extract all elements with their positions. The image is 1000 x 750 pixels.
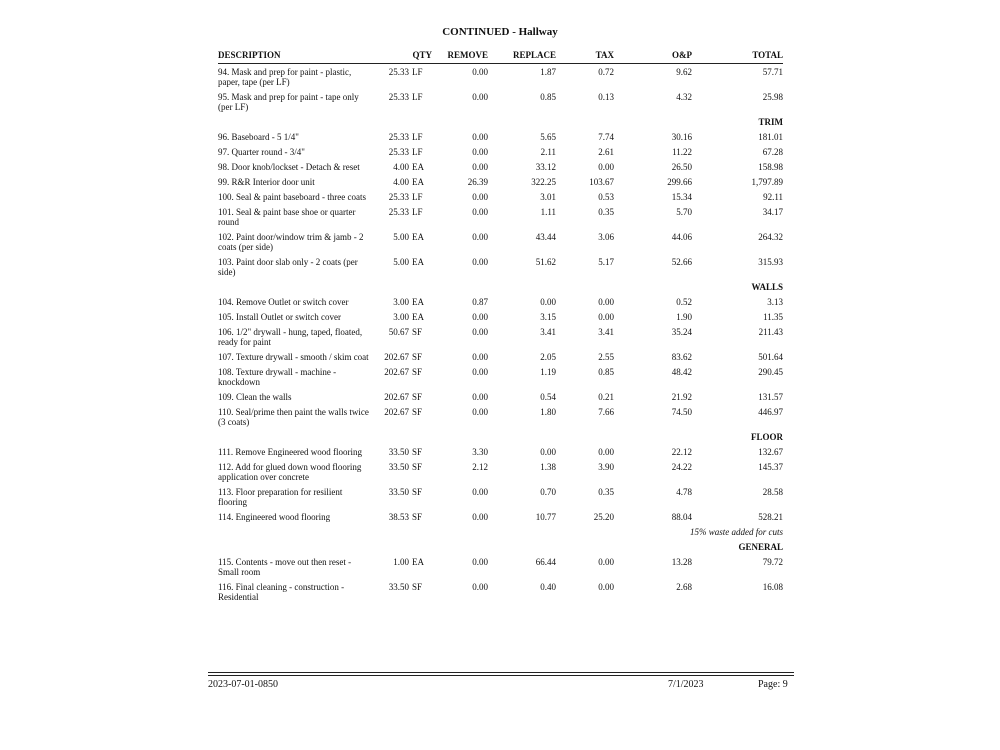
item-tax: 0.00 xyxy=(598,447,614,457)
item-total: 25.98 xyxy=(762,92,783,102)
item-op: 26.50 xyxy=(671,162,692,172)
item-replace: 2.05 xyxy=(540,352,556,362)
item-description: 103. Paint door slab only - 2 coats (per side) xyxy=(218,257,358,277)
header-tax: TAX xyxy=(556,50,614,64)
qty-unit: EA xyxy=(412,297,424,307)
qty-unit: EA xyxy=(412,177,424,187)
item-op: 44.06 xyxy=(671,232,692,242)
item-replace: 2.11 xyxy=(540,147,556,157)
item-tax: 3.06 xyxy=(598,232,614,242)
item-tax: 0.00 xyxy=(598,162,614,172)
item-op: 15.34 xyxy=(671,192,692,202)
note-text: 15% waste added for cuts xyxy=(690,527,783,537)
table-row xyxy=(218,554,783,579)
item-remove: 0.00 xyxy=(472,192,488,202)
section-title: GENERAL xyxy=(738,542,783,552)
item-description: 94. Mask and prep for paint - plastic, paper, tape (per LF) xyxy=(218,67,352,87)
item-remove: 0.00 xyxy=(472,407,488,417)
table-row xyxy=(218,204,783,229)
item-qty xyxy=(378,64,432,90)
item-qty xyxy=(378,189,432,204)
item-remove: 0.00 xyxy=(472,162,488,172)
item-description: 111. Remove Engineered wood flooring xyxy=(218,447,363,457)
item-tax: 0.13 xyxy=(598,92,614,102)
item-qty xyxy=(378,364,432,389)
item-total: 1,797.89 xyxy=(751,177,783,187)
qty-unit: SF xyxy=(412,462,423,472)
item-op: 11.22 xyxy=(672,147,692,157)
item-qty xyxy=(378,159,432,174)
item-total: 264.32 xyxy=(758,232,783,242)
item-tax: 0.72 xyxy=(598,67,614,77)
item-description: 101. Seal & paint base shoe or quarter round xyxy=(218,207,356,227)
item-total: 67.28 xyxy=(762,147,783,157)
qty-unit: LF xyxy=(412,132,423,142)
item-description: 110. Seal/prime then paint the walls twice (3 coats) xyxy=(218,407,369,427)
item-op: 13.28 xyxy=(671,557,692,567)
item-replace: 0.85 xyxy=(540,92,556,102)
item-op: 9.62 xyxy=(676,67,692,77)
qty-unit: SF xyxy=(412,487,423,497)
item-remove: 2.12 xyxy=(472,462,488,472)
qty-unit: EA xyxy=(412,232,424,242)
qty-unit: LF xyxy=(412,92,423,102)
qty-value: 5.00 xyxy=(393,232,409,242)
item-remove: 0.00 xyxy=(472,392,488,402)
item-qty xyxy=(378,554,432,579)
qty-value: 38.53 xyxy=(388,512,409,522)
item-description: 108. Texture drywall - machine - knockdown xyxy=(218,367,337,387)
item-description: 98. Door knob/lockset - Detach & reset xyxy=(218,162,360,172)
item-tax: 0.00 xyxy=(598,297,614,307)
qty-unit: EA xyxy=(412,257,424,267)
item-replace: 3.01 xyxy=(540,192,556,202)
item-total: 28.58 xyxy=(762,487,783,497)
item-remove: 0.00 xyxy=(472,257,488,267)
item-remove: 0.00 xyxy=(472,132,488,142)
item-replace: 322.25 xyxy=(531,177,556,187)
item-qty xyxy=(378,174,432,189)
item-op: 74.50 xyxy=(671,407,692,417)
qty-unit: SF xyxy=(412,367,423,377)
item-tax: 2.55 xyxy=(598,352,614,362)
item-total: 315.93 xyxy=(758,257,783,267)
item-remove: 0.00 xyxy=(472,312,488,322)
item-tax: 103.67 xyxy=(589,177,614,187)
item-remove: 0.00 xyxy=(472,67,488,77)
item-qty xyxy=(378,229,432,254)
item-description: 99. R&R Interior door unit xyxy=(218,177,315,187)
item-op: 24.22 xyxy=(671,462,692,472)
item-description: 104. Remove Outlet or switch cover xyxy=(218,297,349,307)
item-remove: 0.87 xyxy=(472,297,488,307)
item-remove: 0.00 xyxy=(472,352,488,362)
item-op: 5.70 xyxy=(676,207,692,217)
header-total: TOTAL xyxy=(692,50,783,64)
item-total: 181.01 xyxy=(758,132,783,142)
item-description: 95. Mask and prep for paint - tape only (per LF) xyxy=(218,92,359,112)
item-tax: 0.35 xyxy=(598,207,614,217)
header-replace: REPLACE xyxy=(488,50,556,64)
item-replace: 3.41 xyxy=(540,327,556,337)
item-op: 88.04 xyxy=(671,512,692,522)
header-remove: REMOVE xyxy=(432,50,488,64)
footer-document-id: 2023-07-01-0850 xyxy=(208,679,278,690)
table-row xyxy=(218,309,783,324)
qty-unit: LF xyxy=(412,207,423,217)
item-op: 83.62 xyxy=(671,352,692,362)
item-qty xyxy=(378,309,432,324)
item-replace: 1.38 xyxy=(540,462,556,472)
item-replace: 3.15 xyxy=(540,312,556,322)
item-remove: 0.00 xyxy=(472,582,488,592)
qty-value: 33.50 xyxy=(388,462,409,472)
item-total: 446.97 xyxy=(758,407,783,417)
item-description: 106. 1/2" drywall - hung, taped, floated, ready for paint xyxy=(218,327,363,347)
item-remove: 0.00 xyxy=(472,207,488,217)
table-header-row xyxy=(218,50,783,64)
qty-value: 25.33 xyxy=(388,192,409,202)
table-row xyxy=(218,389,783,404)
item-replace: 0.70 xyxy=(540,487,556,497)
item-total: 528.21 xyxy=(758,512,783,522)
item-qty xyxy=(378,349,432,364)
item-description: 116. Final cleaning - construction - Residential xyxy=(218,582,345,602)
section-header-row xyxy=(218,114,783,129)
table-row xyxy=(218,364,783,389)
item-tax: 5.17 xyxy=(598,257,614,267)
table-row xyxy=(218,444,783,459)
qty-value: 202.67 xyxy=(384,392,409,402)
item-op: 21.92 xyxy=(671,392,692,402)
qty-unit: EA xyxy=(412,162,424,172)
item-remove: 0.00 xyxy=(472,557,488,567)
item-tax: 7.74 xyxy=(598,132,614,142)
item-remove: 0.00 xyxy=(472,512,488,522)
item-qty xyxy=(378,254,432,279)
item-tax: 0.53 xyxy=(598,192,614,202)
item-remove: 0.00 xyxy=(472,487,488,497)
header-op: O&P xyxy=(614,50,692,64)
table-row xyxy=(218,129,783,144)
section-title: WALLS xyxy=(751,282,783,292)
item-qty xyxy=(378,484,432,509)
item-tax: 25.20 xyxy=(593,512,614,522)
qty-unit: SF xyxy=(412,392,423,402)
item-op: 22.12 xyxy=(671,447,692,457)
table-row xyxy=(218,64,783,90)
item-total: 11.35 xyxy=(763,312,783,322)
item-description: 113. Floor preparation for resilient flooring xyxy=(218,487,343,507)
item-description: 107. Texture drywall - smooth / skim coat xyxy=(218,352,369,362)
qty-unit: SF xyxy=(412,407,423,417)
item-description: 114. Engineered wood flooring xyxy=(218,512,331,522)
footer-date: 7/1/2023 xyxy=(668,679,704,690)
qty-unit: EA xyxy=(412,557,424,567)
item-op: 1.90 xyxy=(676,312,692,322)
table-row xyxy=(218,579,783,604)
item-total: 57.71 xyxy=(762,67,783,77)
section-header-row xyxy=(218,429,783,444)
item-description: 102. Paint door/window trim & jamb - 2 coats (per side) xyxy=(218,232,364,252)
table-row xyxy=(218,189,783,204)
item-replace: 51.62 xyxy=(535,257,556,267)
table-row xyxy=(218,294,783,309)
item-remove: 0.00 xyxy=(472,327,488,337)
qty-unit: SF xyxy=(412,582,423,592)
item-description: 115. Contents - move out then reset - Small room xyxy=(218,557,352,577)
qty-value: 25.33 xyxy=(388,92,409,102)
item-total: 92.11 xyxy=(763,192,783,202)
item-op: 0.52 xyxy=(676,297,692,307)
item-replace: 5.65 xyxy=(540,132,556,142)
qty-unit: SF xyxy=(412,512,423,522)
footer-rule xyxy=(208,672,794,676)
item-tax: 0.00 xyxy=(598,312,614,322)
item-qty xyxy=(378,579,432,604)
qty-value: 4.00 xyxy=(393,162,409,172)
qty-value: 5.00 xyxy=(393,257,409,267)
item-total: 290.45 xyxy=(758,367,783,377)
item-op: 48.42 xyxy=(671,367,692,377)
item-tax: 0.00 xyxy=(598,582,614,592)
table-row xyxy=(218,254,783,279)
item-description: 97. Quarter round - 3/4" xyxy=(218,147,305,157)
item-replace: 1.19 xyxy=(540,367,556,377)
item-remove: 0.00 xyxy=(472,232,488,242)
qty-unit: SF xyxy=(412,447,423,457)
qty-value: 33.50 xyxy=(388,487,409,497)
table-row xyxy=(218,229,783,254)
section-title: FLOOR xyxy=(750,432,783,442)
table-row xyxy=(218,144,783,159)
note-row xyxy=(218,524,783,539)
item-total: 16.08 xyxy=(762,582,783,592)
qty-value: 4.00 xyxy=(393,177,409,187)
item-tax: 3.90 xyxy=(598,462,614,472)
item-op: 52.66 xyxy=(671,257,692,267)
item-total: 158.98 xyxy=(758,162,783,172)
qty-unit: LF xyxy=(412,147,423,157)
item-total: 211.43 xyxy=(758,327,783,337)
item-tax: 2.61 xyxy=(598,147,614,157)
qty-unit: EA xyxy=(412,312,424,322)
item-qty xyxy=(378,509,432,524)
item-op: 30.16 xyxy=(671,132,692,142)
item-remove: 0.00 xyxy=(472,92,488,102)
header-description: DESCRIPTION xyxy=(218,50,378,64)
table-row xyxy=(218,349,783,364)
item-remove: 26.39 xyxy=(467,177,488,187)
table-row xyxy=(218,484,783,509)
item-tax: 3.41 xyxy=(598,327,614,337)
item-qty xyxy=(378,389,432,404)
item-total: 501.64 xyxy=(758,352,783,362)
footer-page-number: Page: 9 xyxy=(758,679,788,690)
qty-value: 3.00 xyxy=(393,312,409,322)
item-total: 3.13 xyxy=(767,297,783,307)
item-total: 132.67 xyxy=(758,447,783,457)
qty-value: 25.33 xyxy=(388,207,409,217)
item-description: 105. Install Outlet or switch cover xyxy=(218,312,341,322)
item-qty xyxy=(378,204,432,229)
item-replace: 10.77 xyxy=(535,512,556,522)
qty-value: 202.67 xyxy=(384,407,409,417)
item-remove: 3.30 xyxy=(472,447,488,457)
section-header-row xyxy=(218,539,783,554)
item-replace: 0.00 xyxy=(540,297,556,307)
qty-value: 1.00 xyxy=(393,557,409,567)
page-title: CONTINUED - Hallway xyxy=(442,26,558,38)
table-row xyxy=(218,159,783,174)
item-qty xyxy=(378,89,432,114)
item-description: 100. Seal & paint baseboard - three coats xyxy=(218,192,366,202)
item-op: 4.78 xyxy=(676,487,692,497)
section-title: TRIM xyxy=(758,117,783,127)
table-row xyxy=(218,324,783,349)
item-description: 109. Clean the walls xyxy=(218,392,292,402)
table-row xyxy=(218,174,783,189)
item-replace: 43.44 xyxy=(535,232,556,242)
item-tax: 0.21 xyxy=(598,392,614,402)
item-replace: 0.40 xyxy=(540,582,556,592)
qty-value: 202.67 xyxy=(384,352,409,362)
item-qty xyxy=(378,459,432,484)
item-remove: 0.00 xyxy=(472,367,488,377)
item-replace: 0.54 xyxy=(540,392,556,402)
estimate-table xyxy=(218,50,783,604)
item-replace: 33.12 xyxy=(535,162,556,172)
item-total: 34.17 xyxy=(762,207,783,217)
qty-value: 25.33 xyxy=(388,147,409,157)
item-description: 112. Add for glued down wood flooring application over concrete xyxy=(218,462,362,482)
item-qty xyxy=(378,144,432,159)
item-op: 2.68 xyxy=(676,582,692,592)
item-remove: 0.00 xyxy=(472,147,488,157)
item-op: 299.66 xyxy=(667,177,692,187)
item-replace: 0.00 xyxy=(540,447,556,457)
qty-unit: LF xyxy=(412,67,423,77)
item-description: 96. Baseboard - 5 1/4" xyxy=(218,132,299,142)
qty-value: 202.67 xyxy=(384,367,409,377)
header-qty: QTY xyxy=(378,50,432,64)
item-replace: 1.87 xyxy=(540,67,556,77)
item-op: 35.24 xyxy=(671,327,692,337)
table-row xyxy=(218,509,783,524)
table-row xyxy=(218,89,783,114)
qty-value: 33.50 xyxy=(388,447,409,457)
item-total: 79.72 xyxy=(762,557,783,567)
table-row xyxy=(218,404,783,429)
qty-unit: LF xyxy=(412,192,423,202)
item-tax: 0.85 xyxy=(598,367,614,377)
section-header-row xyxy=(218,279,783,294)
item-total: 145.37 xyxy=(758,462,783,472)
item-tax: 7.66 xyxy=(598,407,614,417)
item-qty xyxy=(378,294,432,309)
table-row xyxy=(218,459,783,484)
item-replace: 66.44 xyxy=(535,557,556,567)
qty-unit: SF xyxy=(412,352,423,362)
item-qty xyxy=(378,324,432,349)
item-replace: 1.80 xyxy=(540,407,556,417)
qty-unit: SF xyxy=(412,327,423,337)
table-body xyxy=(218,64,783,605)
qty-value: 25.33 xyxy=(388,67,409,77)
qty-value: 50.67 xyxy=(388,327,409,337)
item-qty xyxy=(378,129,432,144)
item-tax: 0.35 xyxy=(598,487,614,497)
item-total: 131.57 xyxy=(758,392,783,402)
qty-value: 33.50 xyxy=(388,582,409,592)
item-qty xyxy=(378,404,432,429)
qty-value: 25.33 xyxy=(388,132,409,142)
item-tax: 0.00 xyxy=(598,557,614,567)
item-op: 4.32 xyxy=(676,92,692,102)
item-replace: 1.11 xyxy=(540,207,556,217)
qty-value: 3.00 xyxy=(393,297,409,307)
item-qty xyxy=(378,444,432,459)
